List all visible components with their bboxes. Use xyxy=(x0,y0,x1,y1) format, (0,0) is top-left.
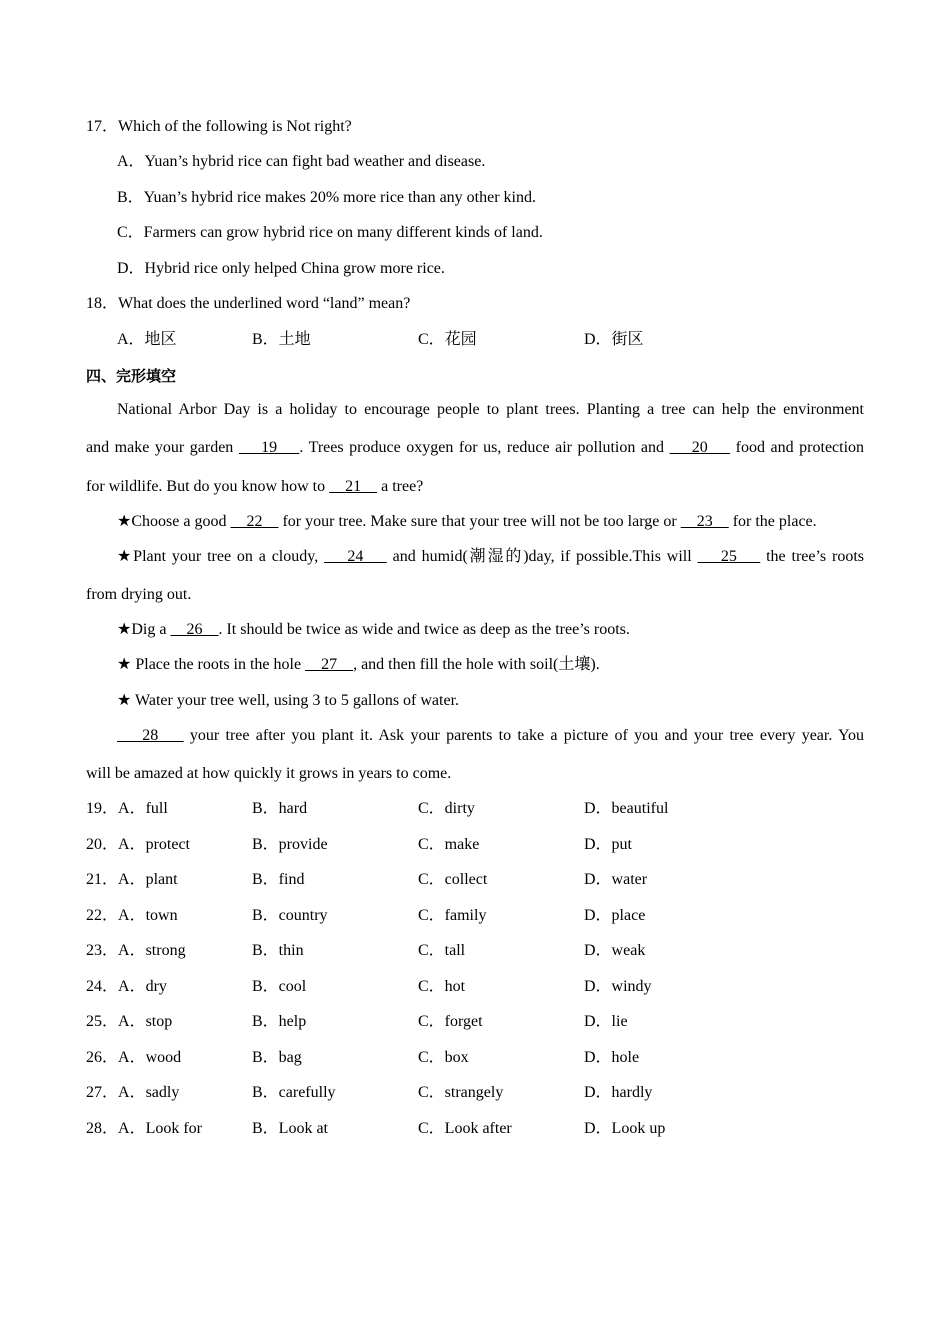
choice-option-d: D．weak xyxy=(584,942,646,959)
choice-number: 28． xyxy=(86,1120,119,1137)
choice-option-b: B．country xyxy=(252,907,328,924)
choice-row-19 xyxy=(0,799,950,819)
choice-option-b: B．cool xyxy=(252,978,307,995)
question-18-options xyxy=(0,330,950,350)
passage-text: for your tree. Make sure that your tree will not be too large or xyxy=(278,513,681,530)
question-17-option-b: B．Yuan’s hybrid rice makes 20% more rice than any other kind. xyxy=(117,189,537,206)
passage-line-6: from drying out. xyxy=(86,586,192,603)
choice-option-b: B．thin xyxy=(252,942,304,959)
choice-option-d: D．put xyxy=(584,836,633,853)
choice-option-d: D．hole xyxy=(584,1049,640,1066)
blank-26: 26 xyxy=(170,621,219,638)
choice-option-c: C．tall xyxy=(418,942,466,959)
choice-option-b: B．hard xyxy=(252,800,308,817)
choice-option-a: 22．A．town xyxy=(86,907,178,924)
choice-row-21 xyxy=(0,870,950,890)
passage-text: ★ Place the roots in the hole xyxy=(117,656,306,673)
choice-row-24 xyxy=(0,977,950,997)
question-18-option-a: A．地区 xyxy=(117,331,177,348)
passage-text: . It should be twice as wide and twice as deep as the tree’s roots. xyxy=(218,621,630,638)
choice-option-d: D．windy xyxy=(584,978,652,995)
passage-line-8 xyxy=(117,655,600,675)
choice-option-c: C．Look after xyxy=(418,1120,512,1137)
choice-option-c: C．family xyxy=(418,907,487,924)
blank-24: 24 xyxy=(324,548,387,565)
choice-option-a: 21．A．plant xyxy=(86,871,178,888)
passage-text: ★Choose a good xyxy=(117,513,231,530)
choice-option-b: B．carefully xyxy=(252,1084,336,1101)
choice-row-25 xyxy=(0,1012,950,1032)
blank-23: 23 xyxy=(680,513,729,530)
question-18-option-b: B．土地 xyxy=(252,331,311,348)
choice-option-a: 25．A．stop xyxy=(86,1013,173,1030)
choice-option-b: B．find xyxy=(252,871,305,888)
passage-line-5 xyxy=(117,547,864,567)
passage-text: ★Plant your tree on a cloudy, xyxy=(117,548,325,565)
question-17-stem: 17．Which of the following is Not right? xyxy=(86,118,352,135)
choice-row-22 xyxy=(0,906,950,926)
choice-option-c: C．collect xyxy=(418,871,488,888)
choice-number: 19． xyxy=(86,800,119,817)
choice-option-a: 19．A．full xyxy=(86,800,168,817)
blank-22: 22 xyxy=(230,513,279,530)
choice-option-a: 27．A．sadly xyxy=(86,1084,180,1101)
choice-option-a: 20．A．protect xyxy=(86,836,190,853)
passage-line-7 xyxy=(117,620,630,640)
passage-text: National Arbor Day is a holiday to encourage people to plant trees. Planting a tree can help the environment xyxy=(117,401,864,418)
choice-option-a: 23．A．strong xyxy=(86,942,186,959)
choice-number: 20． xyxy=(86,836,119,853)
choice-option-c: C．make xyxy=(418,836,480,853)
choice-row-28 xyxy=(0,1119,950,1139)
choice-option-c: C．hot xyxy=(418,978,466,995)
question-18-option-d: D．街区 xyxy=(584,331,644,348)
blank-19: 19 xyxy=(238,439,300,456)
question-17-option-a: A．Yuan’s hybrid rice can fight bad weather and disease. xyxy=(117,153,486,170)
passage-text: a tree? xyxy=(377,478,424,495)
choice-number: 26． xyxy=(86,1049,119,1066)
choice-number: 23． xyxy=(86,942,119,959)
choice-option-b: B．bag xyxy=(252,1049,302,1066)
question-18-stem: 18．What does the underlined word “land” mean? xyxy=(86,295,411,312)
passage-text: . Trees produce oxygen for us, reduce air pollution and xyxy=(299,439,670,456)
blank-27: 27 xyxy=(305,656,354,673)
choice-option-b: B．help xyxy=(252,1013,307,1030)
question-18-option-c: C．花园 xyxy=(418,331,477,348)
passage-line-10 xyxy=(117,726,864,746)
choice-option-c: C．strangely xyxy=(418,1084,504,1101)
passage-text: for the place. xyxy=(728,513,817,530)
passage-line-1 xyxy=(117,400,864,420)
passage-line-3 xyxy=(86,477,423,497)
choice-option-b: B．Look at xyxy=(252,1120,328,1137)
choice-option-d: D．beautiful xyxy=(584,800,669,817)
passage-text: and humid(潮湿的)day, if possible.This will xyxy=(386,548,698,565)
passage-text: ★Dig a xyxy=(117,621,171,638)
choice-option-c: C．forget xyxy=(418,1013,483,1030)
choice-option-d: D．hardly xyxy=(584,1084,653,1101)
blank-25: 25 xyxy=(697,548,761,565)
choice-row-26 xyxy=(0,1048,950,1068)
choice-number: 27． xyxy=(86,1084,119,1101)
choice-row-27 xyxy=(0,1083,950,1103)
passage-text: , and then fill the hole with soil(土壤). xyxy=(353,656,600,673)
passage-text: and make your garden xyxy=(86,439,239,456)
passage-line-4 xyxy=(117,512,817,532)
choice-number: 22． xyxy=(86,907,119,924)
choice-number: 21． xyxy=(86,871,119,888)
choice-option-b: B．provide xyxy=(252,836,328,853)
choice-row-20 xyxy=(0,835,950,855)
choice-option-a: 26．A．wood xyxy=(86,1049,182,1066)
choice-option-d: D．water xyxy=(584,871,648,888)
passage-line-9: ★ Water your tree well, using 3 to 5 gallons of water. xyxy=(117,692,460,709)
passage-line-2 xyxy=(86,438,864,458)
question-17-option-d: D．Hybrid rice only helped China grow more rice. xyxy=(117,260,445,277)
blank-20: 20 xyxy=(669,439,731,456)
choice-option-c: C．box xyxy=(418,1049,469,1066)
choice-option-c: C．dirty xyxy=(418,800,475,817)
blank-21: 21 xyxy=(329,478,378,495)
choice-option-a: 28．A．Look for xyxy=(86,1120,203,1137)
question-17-option-c: C．Farmers can grow hybrid rice on many different kinds of land. xyxy=(117,224,543,241)
choice-option-d: D．place xyxy=(584,907,646,924)
choice-option-a: 24．A．dry xyxy=(86,978,167,995)
choice-option-d: D．lie xyxy=(584,1013,628,1030)
passage-text: food and protection xyxy=(730,439,865,456)
blank-28: 28 xyxy=(117,727,184,744)
section-heading: 四、完形填空 xyxy=(86,367,177,385)
choice-number: 25． xyxy=(86,1013,119,1030)
choice-number: 24． xyxy=(86,978,119,995)
choice-option-d: D．Look up xyxy=(584,1120,666,1137)
passage-text: your tree after you plant it. Ask your parents to take a picture of you and your tree every year. You xyxy=(183,727,865,744)
passage-text: for wildlife. But do you know how to xyxy=(86,478,330,495)
choice-row-23 xyxy=(0,941,950,961)
passage-line-11: will be amazed at how quickly it grows in years to come. xyxy=(86,765,452,782)
passage-text: the tree’s roots xyxy=(760,548,864,565)
